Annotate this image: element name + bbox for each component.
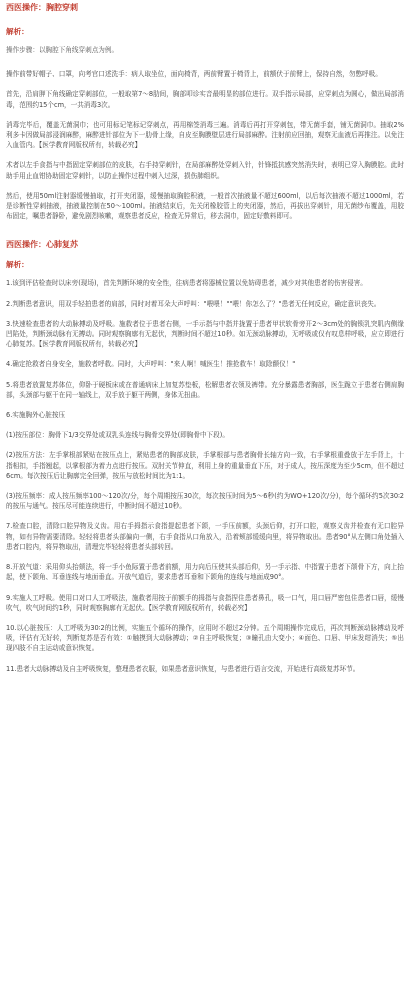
paragraph: 6.实施胸外心脏按压 (6, 411, 66, 420)
paragraph: 4.确定抢救者自身安全，施救者呼救。同时，大声呼叫："来人啊！喊医生！推抢救车！取除颤仪！" (6, 360, 296, 369)
paragraph: 然后，使用50ml注射器缓慢抽取，打开夹闭器，缓慢抽取胸腔积液，一般首次抽液量不超过600ml，以后每次抽液不超过1000ml，若是诊断性穿刺抽液，抽液量控制在50～100ml。抽液结束后，先关闭橡胶管上的夹闭器，然后，再拔出穿刺针，用无菌纱布覆盖，用胶布固定，嘱患者静卧，避免剧烈咳嗽，观察患者反应，检查无异常后，移去洞巾，固定好敷料即可。 (6, 191, 404, 221)
paragraph: 8.开放气道：采用仰头抬颏法，将一手小鱼际置于患者前额，用力向后压使其头部后仰，另一手示指、中指置于患者下颌骨下方，向上抬起，使下颌角、耳垂连线与地面垂直。开放气道后，要求患者耳垂和下颌角的连线与地面成90°。 (6, 563, 404, 582)
paragraph: 9.实施人工呼吸。使用口对口人工呼吸法，施救者用按于前额手的拇指与食指捏住患者鼻孔，吸一口气，用口唇严密包住患者口唇，缓慢吹气，吹气时间约1秒，同时观察胸廓有无起伏。【医学教育网版权所有，转载必究】 (6, 593, 404, 612)
paragraph: 3.快速检查患者的大动脉搏动及呼吸。施救者位于患者右侧，一手示指与中指并拢置于患者甲状软骨旁开2～3cm处的胸锁乳突肌内侧缘凹陷处，判断颈动脉有无搏动。同时观察胸廓有无起伏，判断时间不超过10秒。如无颈动脉搏动，无呼吸或仅有叹息样呼吸，应立即进行心肺复苏。【医学教育网版权所有，转载必究】 (6, 319, 404, 349)
paragraph: (2)按压方法：左手掌根部紧贴在按压点上，紧贴患者的胸部皮肤，手掌根部与患者胸骨长轴方向一致，右手掌根重叠放于左手背上，十指相扣，手指翘起，以掌根部为着力点进行按压。双肘关节伸直，利用上身的重量垂直下压，对于成人，按压深度为至少5cm，但不超过6cm。每次按压后让胸廓完全回弹，按压与放松时间比为1:1。 (6, 451, 404, 480)
paragraph: 术者以左手食指与中指固定穿刺部位的皮肤，右手持穿刺针，在局部麻醉处穿刺入针，针锋抵抗感突然消失时，表明已穿入胸膜腔。此时助手用止血钳协助固定穿刺针，以防止操作过程中刺入过深，损伤肺组织。 (6, 161, 404, 180)
paragraph: 首先，沿肩胛下角线确定穿刺部位，一般取第7～8肋间，胸部叩诊实音最明显的部位进行。双手指示局部，应穿刺点为圆心，做出局部消毒，范围约15个cm，一共消毒3次。 (6, 90, 404, 109)
paragraph: 5.将患者放置复苏体位，仰卧于硬板床或在普通病床上加复苏垫板，松解患者衣领及裤带。充分暴露患者胸部，医生跪立于患者右侧肩胸部，头颈部与躯干在同一轴线上，双手放于躯干两侧，身体无扭曲。 (6, 380, 404, 399)
paragraph: 11.患者大动脉搏动及自主呼吸恢复，整理患者衣服，如果患者意识恢复，与患者进行语言交流，开始进行高级复苏环节。 (6, 664, 360, 673)
paragraph: 消毒完毕后，覆盖无菌洞巾；也可用标记笔标记穿刺点，再用棉签消毒三遍。消毒后再打开穿刺包，带无菌手套，铺无菌洞巾。抽取2%利多卡因做局部浸润麻醉，麻醉进针部位为下一肋骨上缘，自皮至胸膜壁层进行局部麻醉。注射前应回抽，观察无血液后再推注。以免注入血管内。【医学教育网版权所有，转载必究】 (6, 120, 404, 150)
paragraph: 操作前带好帽子、口罩，向考官口述洗手：病人取坐位，面向椅背，两前臂置于椅背上，前额伏于前臂上，保持自然，勿憋呼吸。 (6, 70, 382, 79)
paragraph: 2.判断患者意识，用双手轻拍患者的肩部，同时对着耳朵大声呼叫："喂喂！""喂！你怎么了？"患者无任何反应，确定意识丧失。 (6, 299, 381, 308)
analysis-label: 解析： (6, 260, 29, 270)
paragraph: 10.以心脏按压：人工呼吸为30∶2的比例，实施五个循环的操作，应用时不超过2分钟。五个周期操作完成后，再次判断颈动脉搏动及呼吸，评估有无好转，判断复苏是否有效：①触摸到大动脉搏动；②自主呼吸恢复；③瞳孔由大变小；④面色、口唇、甲床发绀消失；⑤出现四肢不自主运动或意识恢复。 (6, 623, 404, 653)
paragraph: 1.该到评估检查时以床旁(现场)，首先判断环境的安全性，往病患者将器械位置以免妨碍患者，减少对其他患者的伤害侵害。 (6, 279, 367, 288)
paragraph: 操作步骤：以胸腔下角线穿刺点为例。 (6, 46, 119, 54)
section-title-cpr: 西医操作：心肺复苏 (6, 240, 78, 250)
section-title-thoracentesis: 西医操作：胸腔穿刺 (6, 3, 78, 12)
paragraph: (1)按压部位：胸骨下1/3交界处或双乳头连线与胸骨交界处(即胸骨中下段)。 (6, 431, 229, 440)
paragraph: 7.检查口腔，清除口腔异物及义齿。用右手拇指示食指提起患者下颌，一手压前额，头颈后仰，打开口腔，观察义齿并检查有无口腔异物，如有异物需要清除。轻轻将患者头部偏向一侧，右手食指从口角放入，沿着颊部缓缓向里，将异物取出。患者90°从左侧口角处插入患者口腔内，将异物取出，清理完毕轻轻将患者头部转回。 (6, 522, 404, 551)
paragraph: (3)按压频率：成人按压频率100～120次/分，每个周期按压30次，每次按压时间为5～6秒(约为WO+120次/分)，每个循环约5次30∶2的按压与通气。按压尽可能连续进行，中断时间不超过10秒。 (6, 492, 404, 511)
analysis-label: 解析： (6, 27, 29, 36)
